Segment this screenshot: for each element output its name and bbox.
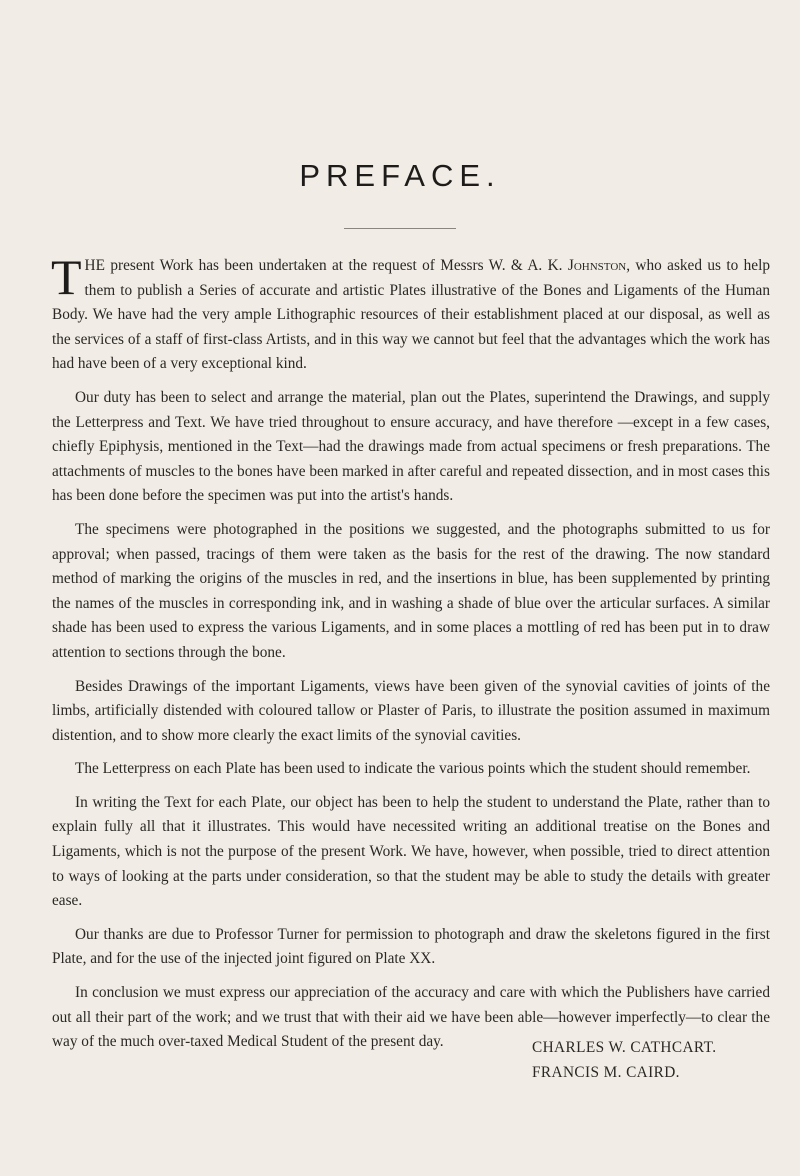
title-divider bbox=[344, 228, 456, 229]
paragraph-1-lead: HE bbox=[84, 257, 105, 274]
signature-block bbox=[532, 1035, 792, 1085]
page-title: PREFACE. bbox=[299, 158, 501, 193]
paragraph-8: In conclusion we must express our appreciation of the accuracy and care with which the Publishers have carried out all their part of the work; and we trust that with their aid we have been able—however imperfectly—to clear the way of the much over-taxed Medical Student of the present day. bbox=[52, 984, 770, 1051]
paragraph-7: Our thanks are due to Professor Turner for permission to photograph and draw the skeletons figured in the first Plate, and for the use of the injected joint figured on Plate XX. bbox=[52, 925, 770, 968]
signature-2: FRANCIS M. CAIRD. bbox=[532, 1064, 680, 1081]
paragraph-5: The Letterpress on each Plate has been used to indicate the various points which the student should remember. bbox=[75, 760, 751, 778]
paragraph-1-text-a: present Work has been undertaken at the request of Messrs W. & A. K. bbox=[104, 257, 568, 274]
paragraph-6: In writing the Text for each Plate, our object has been to help the student to understand the Plate, rather than to explain fully all that it illustrates. This would have necessited writing an additional treatise on the Bones and Ligaments, which is not the purpose of the present Work. We have, however, when possible, tried to direct attention to ways of looking at the parts under consideration, so that the student may be able to study the details with greater ease. bbox=[52, 793, 770, 910]
paragraph-3: The specimens were photographed in the positions we suggested, and the photographs submitted to us for approval; when passed, tracings of them were taken as the basis for the rest of the drawing. The now standard method of marking the origins of the muscles in red, and the insertions in blue, has been supplemented by printing the names of the muscles in corresponding ink, and in washing a shade of blue over the articular surfaces. A similar shade has been used to express the various Ligaments, and in some places a mottling of red has been put in to draw attention to sections through the bone. bbox=[52, 520, 770, 661]
paragraph-2: Our duty has been to select and arrange the material, plan out the Plates, superintend the Drawings, and supply the Letterpress and Text. We have tried throughout to ensure accuracy, and have therefore —except in a few cases, chiefly Epiphysis, mentioned in the Text—had the drawings made from actual specimens or fresh preparations. The attachments of muscles to the bones have been marked in after careful and repeated dissection, and in most cases this has been done before the specimen was put into the artist's hands. bbox=[52, 388, 770, 505]
paragraph-4: Besides Drawings of the important Ligaments, views have been given of the synovial cavities of joints of the limbs, artificially distended with coloured tallow or Plaster of Paris, to illustrate the position assumed in maximum distention, and to show more clearly the exact limits of the synovial cavities. bbox=[52, 677, 770, 744]
preface-body bbox=[51, 249, 770, 1064]
signature-1: CHARLES W. CATHCART. bbox=[532, 1039, 717, 1056]
paragraph-1-text-b: , who asked us to help them to publish a Series of accurate and artistic Plates illustrative of the Bones and Ligaments of the Human Body. We have had the very ample Lithographic resources of their establishment placed at our disposal, as well as the services of a staff of first-class Artists, and in this way we cannot but feel that the advantages which the work has had have been of a very exceptional kind. bbox=[52, 257, 770, 373]
drop-cap: T bbox=[51, 249, 82, 305]
paragraph-1 bbox=[51, 249, 770, 377]
publisher-name: Johnston bbox=[567, 257, 627, 274]
